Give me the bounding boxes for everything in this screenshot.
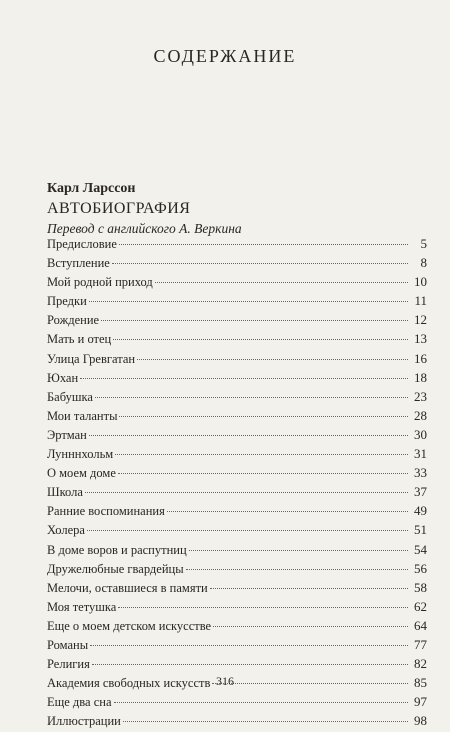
toc-entry-page: 31	[414, 446, 427, 462]
toc-entry-page: 98	[414, 713, 427, 729]
page-number: 316	[216, 674, 234, 688]
toc-entry	[47, 503, 427, 522]
toc-entry-title: Бабушка	[47, 389, 93, 404]
toc-entry	[47, 713, 427, 732]
toc-entry-page: 28	[414, 407, 427, 423]
dot-leader	[123, 721, 408, 722]
dot-leader	[119, 416, 408, 417]
toc-entry-title: Мой родной приход	[47, 275, 153, 290]
toc-entry	[47, 351, 427, 370]
page-title: СОДЕРЖАНИЕ	[153, 46, 297, 66]
toc-entry-page: 64	[414, 617, 427, 633]
toc-entry	[47, 274, 427, 293]
toc-entry	[47, 331, 427, 350]
toc-entry-title: Лунннхольм	[47, 447, 114, 462]
dot-leader	[189, 550, 408, 551]
dot-leader	[118, 607, 408, 608]
toc-entry	[47, 408, 427, 427]
dot-leader	[119, 244, 408, 245]
toc-entry-title: Ранние воспоминания	[47, 504, 165, 519]
toc-entry	[47, 389, 427, 408]
toc-entry-page: 8	[420, 255, 427, 271]
dot-leader	[113, 339, 408, 340]
toc-entry-title: Холера	[47, 523, 85, 538]
toc-entry	[47, 465, 427, 484]
toc-entry-page: 30	[414, 426, 427, 442]
toc-entry	[47, 561, 427, 580]
toc-entry-page: 58	[414, 579, 427, 595]
dot-leader	[186, 569, 408, 570]
toc-entry-title: В доме воров и распутниц	[47, 542, 187, 557]
toc-entry-title: Предисловие	[47, 237, 117, 251]
toc-entry-page: 16	[414, 350, 427, 366]
toc-entry-page: 54	[414, 541, 427, 557]
toc-entry-page: 5	[420, 236, 427, 251]
toc-entry-page: 62	[414, 598, 427, 614]
toc-entry-page: 51	[414, 522, 427, 538]
toc-entry-title: Мать и отец	[47, 332, 112, 347]
toc-entry-title: Школа	[47, 485, 83, 500]
toc-entry	[47, 312, 427, 331]
toc-entry	[47, 656, 427, 675]
toc-entry-title: Мои таланты	[47, 408, 118, 423]
toc-entry-page: 37	[414, 484, 427, 500]
dot-leader	[118, 473, 408, 474]
toc-entry-page: 23	[414, 388, 427, 404]
toc-entry-page: 10	[414, 274, 427, 290]
toc-entry-title: Моя тетушка	[47, 599, 117, 614]
toc-entry-page: 49	[414, 503, 427, 519]
toc-entry-page: 85	[414, 675, 427, 691]
dot-leader	[137, 359, 408, 360]
toc-entry	[47, 427, 427, 446]
toc-entry	[47, 637, 427, 656]
dot-leader	[213, 626, 408, 627]
dot-leader	[89, 435, 408, 436]
toc-entry	[47, 599, 427, 618]
work-title: АВТОБИОГРАФИЯ	[47, 200, 191, 217]
toc-entry	[47, 370, 427, 389]
toc-entry	[47, 694, 427, 713]
toc-entry-page: 18	[414, 369, 427, 385]
translator-credit: Перевод с английского А. Веркина	[47, 221, 242, 236]
toc-entry	[47, 446, 427, 465]
toc-entry-page: 77	[414, 636, 427, 652]
toc-entry-title: Религия	[47, 657, 90, 672]
toc-entry-title: Еще о моем детском искусстве	[47, 618, 212, 633]
dot-leader	[210, 588, 408, 589]
dot-leader	[80, 378, 408, 379]
dot-leader	[89, 301, 408, 302]
toc-entry-title: Вступление	[47, 256, 110, 271]
toc-entry	[47, 236, 427, 255]
dot-leader	[92, 664, 408, 665]
toc-entry	[47, 542, 427, 561]
table-of-contents	[47, 236, 427, 732]
toc-entry	[47, 255, 427, 274]
dot-leader	[115, 454, 408, 455]
dot-leader	[85, 492, 408, 493]
dot-leader	[95, 397, 408, 398]
toc-entry-page: 13	[414, 331, 427, 347]
toc-entry-title: Юхан	[47, 370, 79, 385]
dot-leader	[167, 511, 408, 512]
toc-entry-title: Дружелюбные гвардейцы	[47, 561, 184, 576]
dot-leader	[114, 702, 409, 703]
toc-entry-page: 11	[414, 293, 427, 309]
toc-entry-page: 12	[414, 312, 427, 328]
toc-entry-page: 97	[414, 694, 427, 710]
toc-entry-title: Романы	[47, 637, 89, 652]
toc-entry	[47, 484, 427, 503]
dot-leader	[90, 645, 408, 646]
dot-leader	[112, 263, 408, 264]
toc-entry	[47, 580, 427, 599]
dot-leader	[155, 282, 408, 283]
toc-entry	[47, 293, 427, 312]
dot-leader	[87, 530, 408, 531]
author-name: Карл Ларссон	[47, 181, 136, 196]
toc-entry-title: Рождение	[47, 313, 100, 328]
toc-entry-title: Эртман	[47, 427, 87, 442]
dot-leader	[101, 320, 408, 321]
toc-entry-title: Мелочи, оставшиеся в памяти	[47, 580, 208, 595]
toc-entry-title: Академия свободных искусств	[47, 676, 211, 691]
toc-entry-page: 82	[414, 656, 427, 672]
toc-entry-title: Улица Гревгатан	[47, 351, 136, 366]
toc-entry-title: Иллюстрации	[47, 714, 121, 729]
toc-entry-page: 56	[414, 560, 427, 576]
toc-entry-title: О моем доме	[47, 466, 116, 481]
toc-entry	[47, 522, 427, 541]
toc-entry-title: Предки	[47, 294, 87, 309]
toc-entry-title: Еще два сна	[47, 695, 112, 710]
toc-entry	[47, 618, 427, 637]
toc-entry-page: 33	[414, 465, 427, 481]
